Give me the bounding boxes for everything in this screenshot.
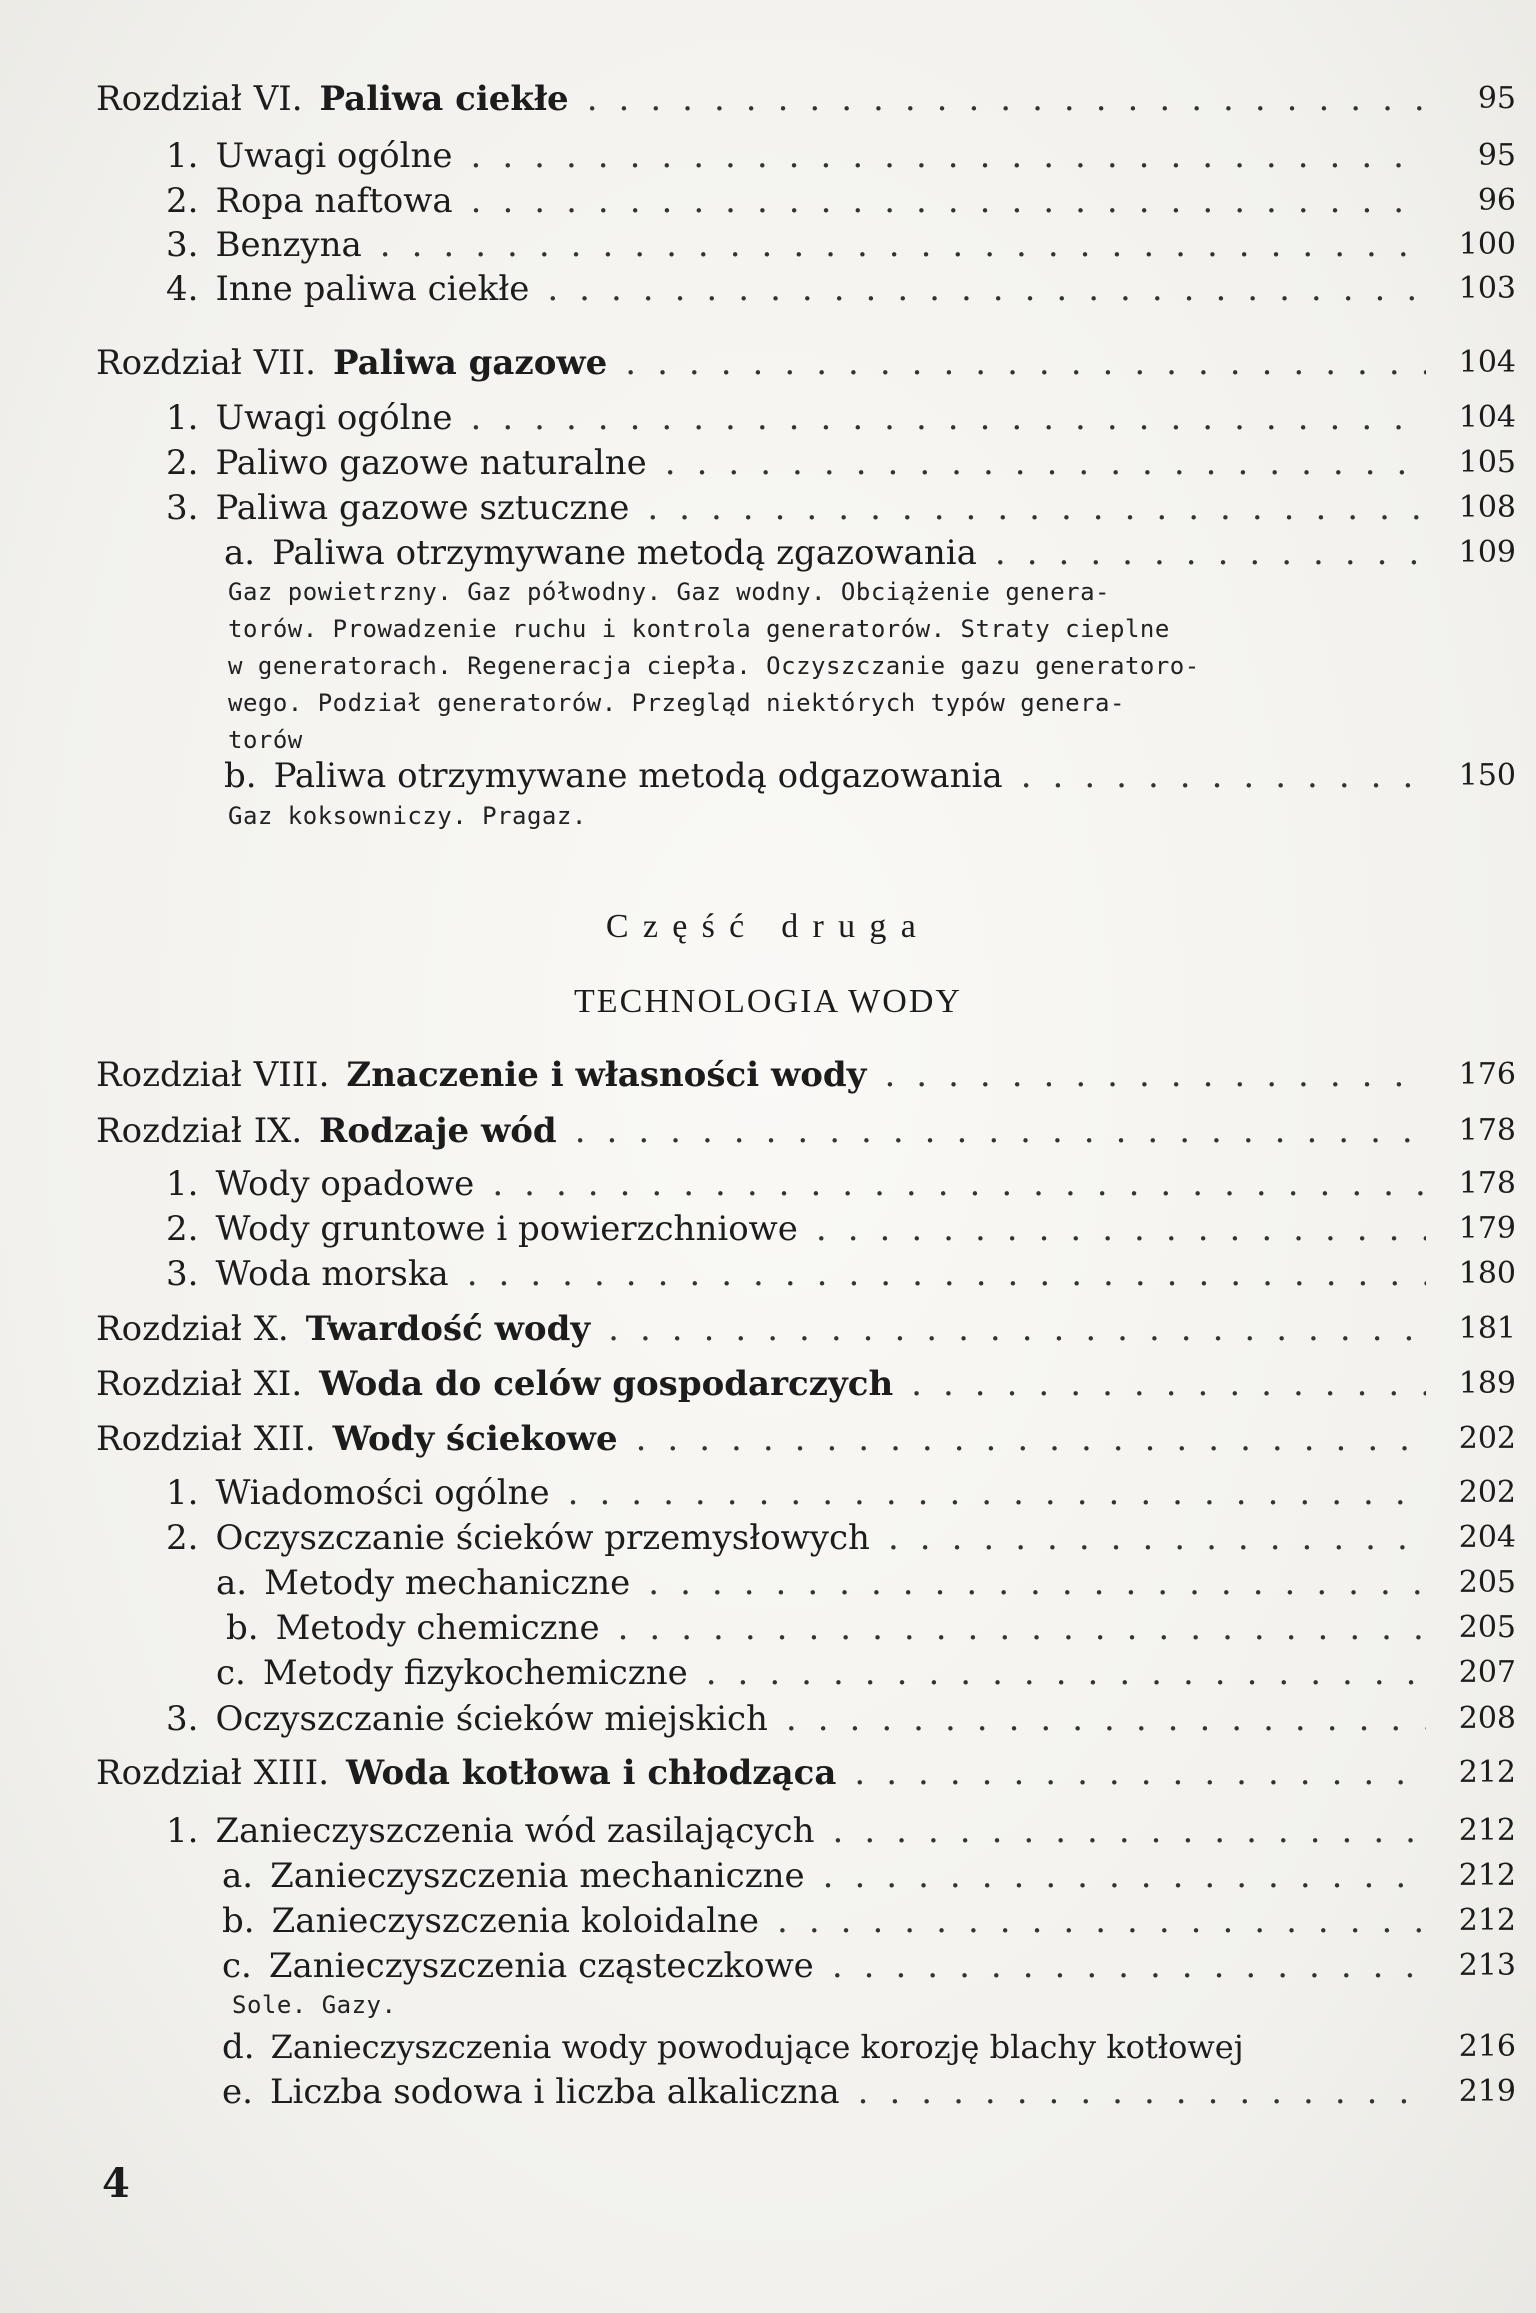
leader-dots	[816, 1208, 1426, 1250]
toc-section-entry	[166, 1472, 1516, 1514]
toc-section-entry	[166, 180, 1516, 222]
toc-section-entry	[166, 1163, 1516, 1205]
toc-subsection-entry	[224, 755, 1516, 797]
page-number: 178	[1458, 1113, 1516, 1148]
chapter-number: VIII.	[253, 1055, 330, 1095]
subsection-letter: e.	[222, 2072, 253, 2112]
subsection-letter: d.	[222, 2027, 255, 2067]
subsection-letter: a.	[216, 1563, 248, 1603]
subsection-title: Paliwa otrzymywane metodą zgazowania	[272, 533, 977, 573]
toc-section-entry	[166, 268, 1516, 310]
page-number: 212	[1458, 1813, 1516, 1848]
section-title: Ropa naftowa	[215, 181, 453, 221]
toc-section-entry	[166, 487, 1516, 529]
subsection-title: Metody chemiczne	[275, 1608, 600, 1648]
description-line: w generatorach. Regeneracja ciepła. Oczyszczanie gazu generatoro-	[228, 652, 1200, 680]
description-line: Sole. Gazy.	[232, 1991, 397, 2019]
section-title: Uwagi ogólne	[215, 136, 453, 176]
toc-subsection-entry	[216, 1562, 1516, 1604]
subsection-title: Zanieczyszczenia mechaniczne	[270, 1856, 805, 1896]
toc-chapter-entry	[96, 342, 1516, 384]
leader-dots	[647, 487, 1426, 529]
leader-dots	[854, 1752, 1426, 1794]
description-line: wego. Podział generatorów. Przegląd niektórych typów genera-	[228, 689, 1125, 717]
toc-chapter-entry	[96, 1752, 1516, 1794]
subsection-letter: c.	[216, 1653, 246, 1693]
page-number: 150	[1458, 758, 1516, 793]
toc-subsection-entry	[226, 1607, 1516, 1649]
chapter-label: Rozdział	[96, 1055, 242, 1095]
page-number: 202	[1458, 1421, 1516, 1456]
subsection-description	[232, 1987, 396, 2024]
subsection-title: Liczba sodowa i liczba alkaliczna	[269, 2072, 840, 2112]
chapter-label: Rozdział	[96, 1753, 242, 1793]
section-number: 2.	[166, 443, 199, 483]
section-title: Benzyna	[215, 225, 362, 265]
chapter-label: Rozdział	[96, 79, 242, 119]
description-line: Gaz powietrzny. Gaz półwodny. Gaz wodny. Obciążenie genera-	[228, 578, 1111, 606]
leader-dots	[888, 1517, 1426, 1559]
page-number: 95	[1477, 81, 1516, 116]
toc-subsection-entry	[222, 1900, 1516, 1942]
leader-dots	[911, 1363, 1426, 1405]
page-number: 105	[1458, 445, 1516, 480]
leader-dots	[575, 1110, 1426, 1152]
toc-section-entry	[166, 442, 1516, 484]
section-number: 2.	[166, 1518, 199, 1558]
chapter-label: Rozdział	[96, 1111, 242, 1151]
chapter-label: Rozdział	[96, 1364, 242, 1404]
leader-dots	[625, 342, 1426, 384]
page-number: 213	[1458, 1948, 1516, 1983]
page-number: 212	[1458, 1858, 1516, 1893]
subsection-letter: b.	[222, 1901, 255, 1941]
page-number: 104	[1458, 345, 1516, 380]
toc-chapter-entry	[96, 1363, 1516, 1405]
toc-chapter-entry	[96, 1054, 1516, 1096]
subsection-letter: b.	[224, 756, 257, 796]
description-line: torów	[228, 726, 303, 754]
toc-section-entry	[166, 1810, 1516, 1852]
page-number: 204	[1458, 1520, 1516, 1555]
leader-dots	[995, 532, 1426, 574]
page-number: 109	[1458, 535, 1516, 570]
section-title: Zanieczyszczenia wód zasilających	[215, 1811, 815, 1851]
page-number: 205	[1458, 1565, 1516, 1600]
description-line: torów. Prowadzenie ruchu i kontrola generatorów. Straty cieplne	[228, 615, 1170, 643]
leader-dots	[636, 1418, 1426, 1460]
subsection-letter: b.	[226, 1608, 259, 1648]
description-line: Gaz koksowniczy. Pragaz.	[228, 802, 587, 830]
leader-dots	[823, 1855, 1426, 1897]
leader-dots	[471, 135, 1426, 177]
leader-dots	[380, 224, 1426, 266]
toc-section-entry	[166, 1253, 1516, 1295]
page-number: 208	[1458, 1701, 1516, 1736]
section-title: Oczyszczanie ścieków miejskich	[215, 1699, 768, 1739]
toc-subsection-entry	[222, 1855, 1516, 1897]
leader-dots	[706, 1652, 1426, 1694]
leader-dots	[833, 1810, 1427, 1852]
leader-dots	[608, 1308, 1426, 1350]
leader-dots	[492, 1163, 1426, 1205]
page-number: 179	[1458, 1211, 1516, 1246]
toc-section-entry	[166, 135, 1516, 177]
page-number: 180	[1458, 1256, 1516, 1291]
page-number: 202	[1458, 1475, 1516, 1510]
leader-dots	[884, 1054, 1426, 1096]
chapter-number: X.	[253, 1309, 289, 1349]
subsection-title: Zanieczyszczenia cząsteczkowe	[268, 1946, 814, 1986]
section-title: Wody opadowe	[215, 1164, 475, 1204]
section-title: Oczyszczanie ścieków przemysłowych	[215, 1518, 870, 1558]
page-number: 104	[1458, 400, 1516, 435]
toc-section-entry	[166, 224, 1516, 266]
subsection-letter: a.	[222, 1856, 254, 1896]
subsection-title: Metody mechaniczne	[264, 1563, 631, 1603]
leader-dots	[568, 1472, 1426, 1514]
page-number: 181	[1458, 1311, 1516, 1346]
page-number: 96	[1477, 183, 1516, 218]
chapter-label: Rozdział	[96, 343, 242, 383]
subsection-title: Paliwa otrzymywane metodą odgazowania	[273, 756, 1003, 796]
page-folio: 4	[102, 2160, 130, 2207]
leader-dots	[587, 78, 1426, 120]
chapter-title: Paliwa ciekłe	[319, 79, 569, 119]
section-number: 3.	[166, 225, 199, 265]
part-title: Część druga	[605, 908, 931, 945]
chapter-number: XII.	[253, 1419, 316, 1459]
section-number: 3.	[166, 1699, 199, 1739]
toc-subsection-entry	[224, 532, 1516, 574]
page-number: 95	[1477, 138, 1516, 173]
section-number: 1.	[166, 1811, 199, 1851]
leader-dots	[467, 1253, 1426, 1295]
page-number: 103	[1458, 271, 1516, 306]
section-number: 3.	[166, 1254, 199, 1294]
page-number: 189	[1458, 1366, 1516, 1401]
page-number: 100	[1458, 227, 1516, 262]
leader-dots	[665, 442, 1426, 484]
section-title: Uwagi ogólne	[215, 398, 453, 438]
leader-dots	[858, 2071, 1426, 2113]
leader-dots	[648, 1562, 1426, 1604]
chapter-title: Woda kotłowa i chłodząca	[346, 1753, 837, 1793]
section-title: Paliwo gazowe naturalne	[215, 443, 647, 483]
page-number: 176	[1458, 1057, 1516, 1092]
toc-chapter-entry	[96, 78, 1516, 120]
subsection-letter: c.	[222, 1946, 252, 1986]
toc-chapter-entry	[96, 1418, 1516, 1460]
toc-subsection-entry	[222, 2026, 1516, 2068]
toc-section-entry	[166, 1517, 1516, 1559]
page-number: 178	[1458, 1166, 1516, 1201]
toc-section-entry	[166, 1208, 1516, 1250]
section-number: 1.	[166, 1473, 199, 1513]
section-title: Inne paliwa ciekłe	[215, 269, 530, 309]
subsection-letter: a.	[224, 533, 256, 573]
page-number: 207	[1458, 1655, 1516, 1690]
subsection-title: Metody fizykochemiczne	[262, 1653, 688, 1693]
page-number: 108	[1458, 490, 1516, 525]
page-number: 216	[1458, 2029, 1516, 2064]
toc-chapter-entry	[96, 1110, 1516, 1152]
chapter-number: XI.	[253, 1364, 303, 1404]
chapter-title: Twardość wody	[305, 1309, 591, 1349]
section-title: Wody gruntowe i powierzchniowe	[215, 1209, 798, 1249]
subsection-description	[228, 798, 587, 835]
leader-dots	[786, 1698, 1426, 1740]
section-title: Paliwa gazowe sztuczne	[215, 488, 630, 528]
section-number: 2.	[166, 1209, 199, 1249]
section-number: 2.	[166, 181, 199, 221]
toc-section-entry	[166, 397, 1516, 439]
chapter-title: Wody ściekowe	[332, 1419, 618, 1459]
chapter-number: VI.	[253, 79, 303, 119]
section-title: Woda morska	[215, 1254, 449, 1294]
chapter-number: IX.	[253, 1111, 303, 1151]
section-number: 3.	[166, 488, 199, 528]
leader-dots	[1021, 755, 1426, 797]
leader-dots	[547, 268, 1426, 310]
toc-section-entry	[166, 1698, 1516, 1740]
section-title: Wiadomości ogólne	[215, 1473, 550, 1513]
chapter-label: Rozdział	[96, 1419, 242, 1459]
leader-dots	[832, 1945, 1426, 1987]
chapter-label: Rozdział	[96, 1309, 242, 1349]
page-number: 212	[1458, 1903, 1516, 1938]
chapter-title: Paliwa gazowe	[332, 343, 608, 383]
page-number: 219	[1458, 2074, 1516, 2109]
section-number: 4.	[166, 269, 199, 309]
toc-chapter-entry	[96, 1308, 1516, 1350]
chapter-title: Rodzaje wód	[319, 1111, 557, 1151]
toc-subsection-entry	[222, 2071, 1516, 2113]
leader-dots	[471, 180, 1426, 222]
section-number: 1.	[166, 1164, 199, 1204]
section-number: 1.	[166, 136, 199, 176]
subsection-title: Zanieczyszczenia koloidalne	[271, 1901, 760, 1941]
leader-dots	[471, 397, 1426, 439]
part-section-title: TECHNOLOGIA WODY	[573, 983, 963, 1020]
subsection-description	[228, 574, 1200, 759]
chapter-title: Woda do celów gospodarczych	[319, 1364, 894, 1404]
toc-subsection-entry	[222, 1945, 1516, 1987]
chapter-title: Znaczenie i własności wody	[346, 1055, 867, 1095]
chapter-number: XIII.	[253, 1753, 330, 1793]
page-number: 212	[1458, 1755, 1516, 1790]
section-number: 1.	[166, 398, 199, 438]
toc-subsection-entry	[216, 1652, 1516, 1694]
subsection-title: Zanieczyszczenia wody powodujące korozję blachy kotłowej	[270, 2028, 1244, 2066]
leader-dots	[618, 1607, 1426, 1649]
page-number: 205	[1458, 1610, 1516, 1645]
leader-dots	[777, 1900, 1426, 1942]
chapter-number: VII.	[253, 343, 316, 383]
